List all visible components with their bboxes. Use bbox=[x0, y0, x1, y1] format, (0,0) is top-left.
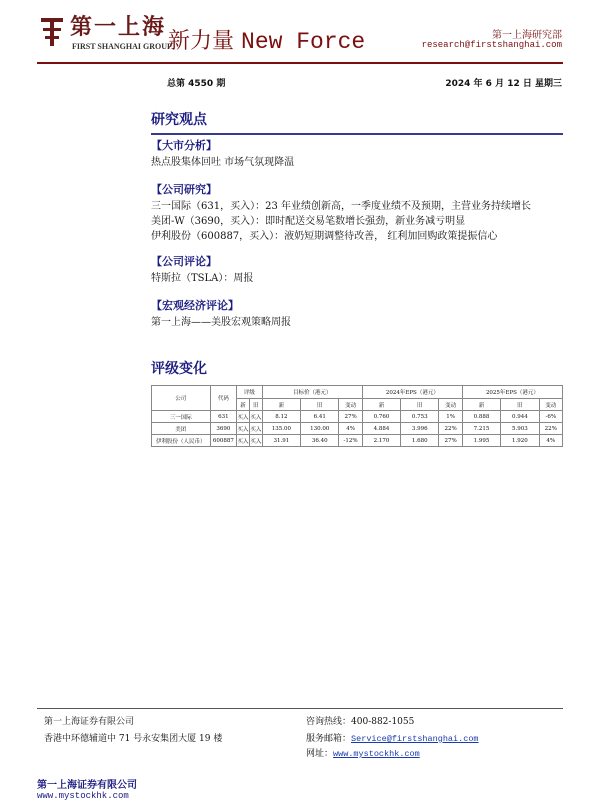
service-email-link[interactable]: Service@firstshanghai.com bbox=[351, 734, 479, 744]
header-divider bbox=[37, 62, 563, 64]
cell: 2.170 bbox=[362, 435, 400, 447]
hotline-number: 400-882-1055 bbox=[351, 717, 415, 727]
table-row bbox=[152, 423, 563, 435]
newsletter-title bbox=[168, 24, 365, 55]
issue-date: 2024 年 6 月 12 日 星期三 bbox=[445, 79, 562, 89]
footer-divider bbox=[37, 708, 563, 709]
cell: 买入 bbox=[249, 435, 262, 447]
rating-changes-title: 评级变化 bbox=[151, 361, 207, 377]
cell: 6.41 bbox=[301, 411, 339, 423]
cell: 伊利股份（人民币） bbox=[152, 435, 211, 447]
cell: 27% bbox=[339, 411, 362, 423]
company-logo-mark bbox=[37, 12, 67, 52]
company-research-line[interactable]: 美团-W（3690，买入）：即时配送交易笔数增长强劲，新业务减亏明显 bbox=[151, 216, 466, 227]
sub-header: 变动 bbox=[339, 399, 362, 411]
footer-address: 香港中环德辅道中 71 号永安集团大厦 19 楼 bbox=[44, 734, 223, 744]
footer-website bbox=[306, 746, 420, 759]
macro-comment-line[interactable]: 第一上海——美股宏观策略周报 bbox=[151, 317, 291, 328]
col-header-code: 代码 bbox=[210, 386, 237, 411]
cell: 买入 bbox=[237, 423, 250, 435]
cell: 22% bbox=[539, 423, 562, 435]
section-heading-company-research: 【公司研究】 bbox=[151, 183, 217, 196]
market-analysis-line[interactable]: 热点股集体回吐 市场气氛现降温 bbox=[151, 157, 295, 168]
cell: 买入 bbox=[237, 435, 250, 447]
cell: 美团 bbox=[152, 423, 211, 435]
table-row bbox=[152, 435, 563, 447]
cell: 买入 bbox=[249, 423, 262, 435]
section-heading-company-comment: 【公司评论】 bbox=[151, 255, 217, 268]
cell: 3690 bbox=[210, 423, 237, 435]
cell: 5.903 bbox=[501, 423, 539, 435]
company-research-line[interactable]: 三一国际（631，买入）：23 年业绩创新高，一季度业绩不及预期，主营业务持续增长 bbox=[151, 201, 531, 212]
company-comment-line[interactable]: 特斯拉（TSLA）：周报 bbox=[151, 273, 254, 284]
research-divider bbox=[151, 133, 563, 135]
newsletter-title-cn: 新力量 bbox=[168, 29, 235, 54]
table-header-row bbox=[152, 386, 563, 399]
sub-header: 新 bbox=[462, 399, 500, 411]
company-logo-english: FIRST SHANGHAI GROUP bbox=[72, 42, 172, 51]
cell: -12% bbox=[339, 435, 362, 447]
col-header-company: 公司 bbox=[152, 386, 211, 411]
cell: 4% bbox=[539, 435, 562, 447]
footer-service-email bbox=[306, 731, 479, 744]
cell: 7.215 bbox=[462, 423, 500, 435]
cell: 1.920 bbox=[501, 435, 539, 447]
cell: 135.00 bbox=[262, 423, 300, 435]
research-email[interactable]: research@firstshanghai.com bbox=[421, 40, 562, 50]
sub-header: 旧 bbox=[501, 399, 539, 411]
cell: -6% bbox=[539, 411, 562, 423]
cell: 1.680 bbox=[401, 435, 439, 447]
cell: 631 bbox=[210, 411, 237, 423]
service-label: 服务邮箱： bbox=[306, 734, 352, 744]
col-header-rating: 评级 bbox=[237, 386, 263, 399]
cell: 36.40 bbox=[301, 435, 339, 447]
newsletter-title-en: New Force bbox=[241, 29, 366, 55]
sub-header: 变动 bbox=[539, 399, 562, 411]
cell: 买入 bbox=[249, 411, 262, 423]
table-row bbox=[152, 411, 563, 423]
cell: 0.753 bbox=[401, 411, 439, 423]
cell: 31.91 bbox=[262, 435, 300, 447]
issue-number: 总第 4550 期 bbox=[167, 79, 226, 89]
cell: 0.760 bbox=[362, 411, 400, 423]
hotline-label: 咨询热线： bbox=[306, 717, 352, 727]
research-dept: 第一上海研究部 bbox=[492, 30, 562, 41]
cell: 1% bbox=[439, 411, 462, 423]
research-views-title: 研究观点 bbox=[151, 112, 207, 128]
col-header-target-price: 目标价（港元） bbox=[262, 386, 362, 399]
col-header-eps-2025: 2025年EPS（港元） bbox=[462, 386, 562, 399]
rating-table bbox=[151, 385, 563, 447]
sub-header: 新 bbox=[362, 399, 400, 411]
cell: 4.884 bbox=[362, 423, 400, 435]
sub-header: 旧 bbox=[249, 399, 262, 411]
footer-company: 第一上海证券有限公司 bbox=[44, 717, 135, 727]
cell: 600887 bbox=[210, 435, 237, 447]
sub-header: 新 bbox=[262, 399, 300, 411]
company-logo-text: 第一上海 bbox=[70, 14, 167, 40]
web-label: 网址： bbox=[306, 749, 334, 759]
sub-header: 旧 bbox=[401, 399, 439, 411]
sub-header: 新 bbox=[237, 399, 250, 411]
sub-header: 旧 bbox=[301, 399, 339, 411]
cell: 8.12 bbox=[262, 411, 300, 423]
section-heading-macro: 【宏观经济评论】 bbox=[151, 299, 239, 312]
cell: 27% bbox=[439, 435, 462, 447]
company-research-line[interactable]: 伊利股份（600887，买入）：液奶短期调整待改善， 红利加回购政策提振信心 bbox=[151, 231, 498, 242]
cell: 0.944 bbox=[501, 411, 539, 423]
cell: 4% bbox=[339, 423, 362, 435]
section-heading-market: 【大市分析】 bbox=[151, 139, 217, 152]
cell: 买入 bbox=[237, 411, 250, 423]
bottom-company-name: 第一上海证券有限公司 bbox=[37, 780, 137, 791]
sub-header: 变动 bbox=[439, 399, 462, 411]
cell: 0.888 bbox=[462, 411, 500, 423]
cell: 1.995 bbox=[462, 435, 500, 447]
cell: 130.00 bbox=[301, 423, 339, 435]
cell: 22% bbox=[439, 423, 462, 435]
col-header-eps-2024: 2024年EPS（港元） bbox=[362, 386, 462, 399]
footer-hotline bbox=[306, 714, 414, 727]
bottom-website[interactable]: www.mystockhk.com bbox=[37, 791, 129, 801]
cell: 三一国际 bbox=[152, 411, 211, 423]
website-link[interactable]: www.mystockhk.com bbox=[333, 749, 420, 759]
cell: 3.996 bbox=[401, 423, 439, 435]
